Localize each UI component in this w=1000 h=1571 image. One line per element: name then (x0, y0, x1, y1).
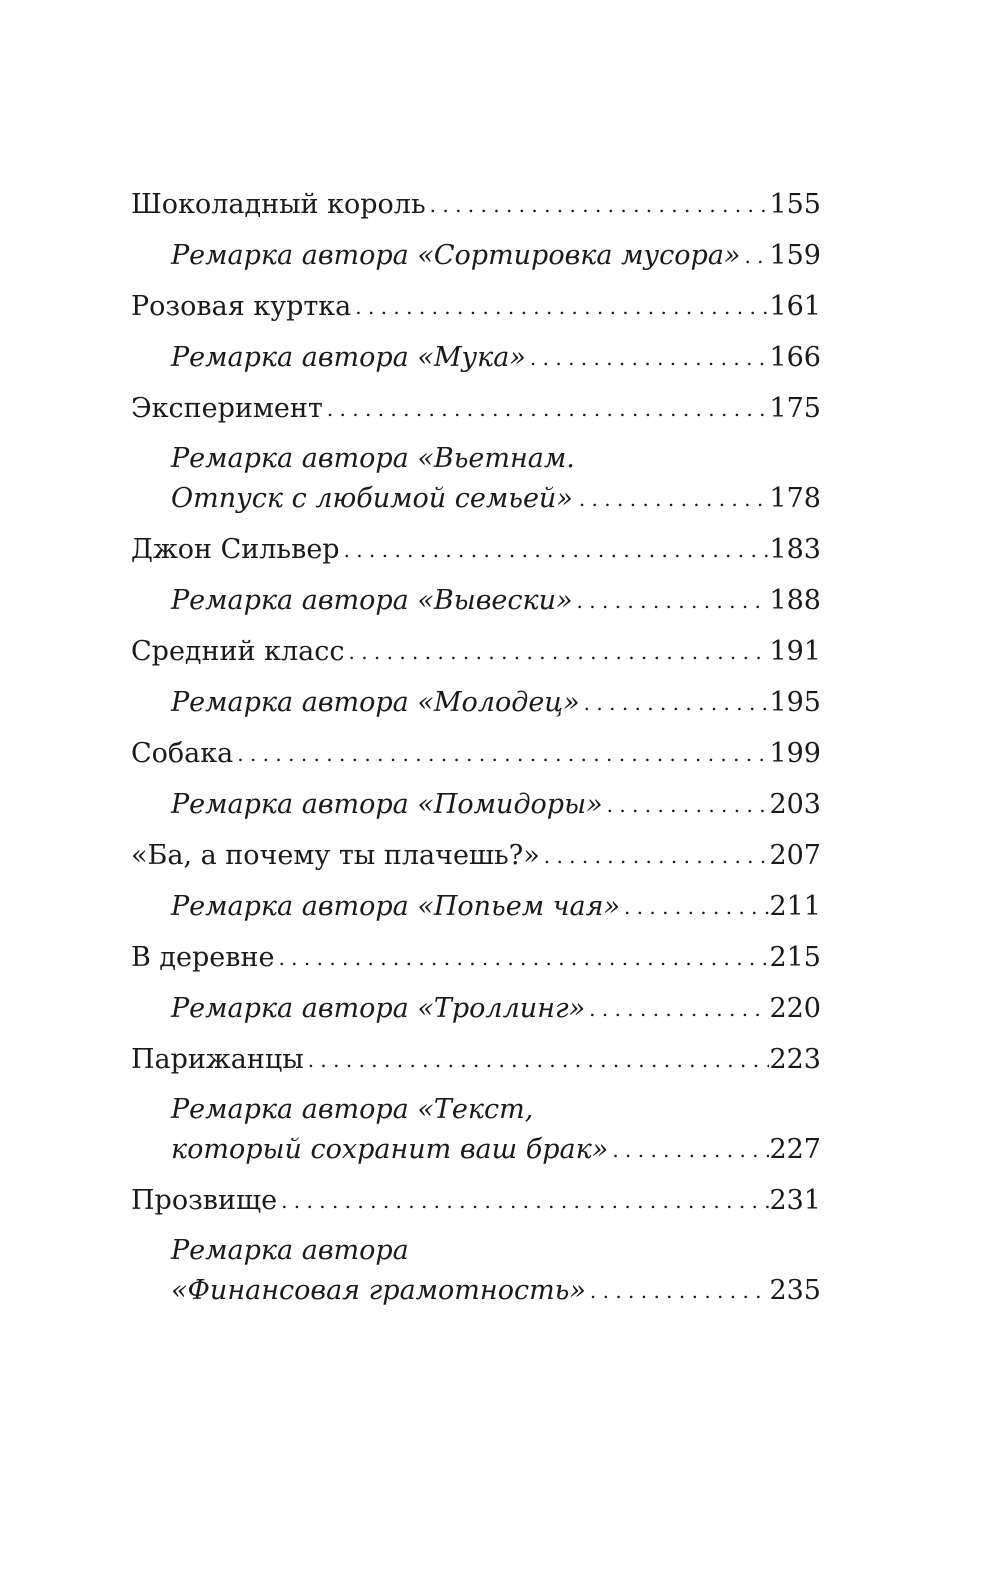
toc-entry-title-line: Ремарка автора «Помидоры» (171, 789, 603, 820)
toc-entry-title-line: Ремарка автора «Попьем чая» (171, 891, 620, 922)
toc-entry-title (171, 338, 526, 378)
toc-entry-title (171, 581, 573, 621)
toc-page-number: 178 (769, 483, 821, 514)
toc-entry-title (131, 632, 344, 672)
toc-page-number: 188 (769, 585, 821, 616)
toc-entry-title-line: который сохранит ваш брак» (171, 1134, 609, 1165)
toc-dot-leader (344, 631, 769, 672)
toc-dot-leader (580, 682, 770, 723)
toc-entry-title-line: Ремарка автора «Вывески» (171, 585, 573, 616)
toc-entry-title (131, 836, 540, 876)
toc-entry-title-line: Ремарка автора «Мука» (171, 342, 526, 373)
toc-entry-title (131, 938, 274, 978)
toc-entry-title-line: Парижанцы (131, 1044, 304, 1075)
toc-page-number: 223 (769, 1044, 821, 1075)
toc-page-number: 203 (769, 789, 821, 820)
toc-dot-leader (233, 733, 769, 774)
toc-page-number: 231 (769, 1185, 821, 1216)
toc-dot-leader (340, 529, 770, 570)
toc-page-number: 207 (769, 840, 821, 871)
toc-page-number: 211 (769, 891, 821, 922)
toc-entry-title-line: Отпуск с любимой семьей» (171, 483, 573, 514)
toc-chapter-entry[interactable] (131, 1039, 821, 1080)
toc-entry-title (131, 1040, 304, 1080)
toc-page-number: 235 (769, 1275, 821, 1306)
toc-entry-title-line: Розовая куртка (131, 291, 352, 322)
toc-dot-leader (608, 1129, 769, 1170)
toc-chapter-entry[interactable] (131, 286, 821, 327)
toc-entry-title-line: Эксперимент (131, 393, 323, 424)
toc-entry-title (131, 185, 426, 225)
toc-chapter-entry[interactable] (131, 184, 821, 225)
toc-remark-entry[interactable] (131, 1090, 821, 1170)
toc-entry-title-line: Ремарка автора «Молодец» (171, 687, 580, 718)
toc-page-number: 159 (769, 240, 821, 271)
toc-entry-title (171, 683, 580, 723)
toc-chapter-entry[interactable] (131, 835, 821, 876)
toc-remark-entry[interactable] (131, 886, 821, 927)
toc-page-number: 155 (769, 189, 821, 220)
toc-remark-entry[interactable] (131, 337, 821, 378)
toc-entry-title (171, 785, 603, 825)
toc-entry-title (131, 1181, 277, 1221)
toc-page-number: 215 (769, 942, 821, 973)
toc-page-number: 166 (769, 342, 821, 373)
toc-entry-title (171, 1090, 608, 1170)
toc-dot-leader (351, 286, 769, 327)
toc-page-number: 227 (769, 1134, 821, 1165)
toc-entry-title-line: В деревне (131, 942, 275, 973)
toc-entry-title-line: «Финансовая грамотность» (171, 1275, 586, 1306)
toc-entry-title (171, 1231, 586, 1311)
toc-chapter-entry[interactable] (131, 388, 821, 429)
toc-entry-title-line: Шоколадный король (131, 189, 426, 220)
toc-dot-leader (540, 835, 770, 876)
toc-chapter-entry[interactable] (131, 733, 821, 774)
toc-entry-title (171, 236, 740, 276)
toc-entry-title (131, 734, 233, 774)
toc-page-number: 175 (769, 393, 821, 424)
toc-remark-entry[interactable] (131, 682, 821, 723)
toc-entry-title (131, 287, 351, 327)
toc-page-number: 220 (769, 993, 821, 1024)
toc-entry-title (171, 439, 575, 519)
toc-page-number: 183 (769, 534, 821, 565)
toc-entry-title-line: Ремарка автора «Троллинг» (171, 993, 586, 1024)
toc-dot-leader (426, 184, 770, 225)
toc-entry-title-line: Прозвище (131, 1185, 278, 1216)
toc-dot-leader (585, 988, 769, 1029)
toc-entry-title-line: Средний класс (131, 636, 345, 667)
toc-chapter-entry[interactable] (131, 529, 821, 570)
toc-remark-entry[interactable] (131, 784, 821, 825)
toc-remark-entry[interactable] (131, 439, 821, 519)
toc-entry-title-line: Ремарка автора «Сортировка мусора» (171, 240, 741, 271)
toc-entry-title (131, 389, 323, 429)
toc-dot-leader (526, 337, 770, 378)
toc-entry-title (131, 530, 340, 570)
toc-dot-leader (740, 235, 769, 276)
toc-entry-title-line: Собака (131, 738, 234, 769)
toc-dot-leader (274, 937, 769, 978)
toc-dot-leader (586, 1270, 770, 1311)
toc-chapter-entry[interactable] (131, 937, 821, 978)
toc-chapter-entry[interactable] (131, 1180, 821, 1221)
toc-entry-title (171, 887, 620, 927)
toc-dot-leader (620, 886, 769, 927)
toc-entry-title-line: Ремарка автора «Вьетнам. (171, 443, 575, 474)
toc-remark-entry[interactable] (131, 235, 821, 276)
toc-entry-title (171, 989, 585, 1029)
toc-entry-title-line: Ремарка автора (171, 1235, 409, 1266)
toc-page-number: 195 (769, 687, 821, 718)
toc-remark-entry[interactable] (131, 988, 821, 1029)
toc-dot-leader (603, 784, 770, 825)
toc-entry-title-line: Джон Сильвер (131, 534, 340, 565)
toc-entry-title-line: Ремарка автора «Текст, (171, 1094, 534, 1125)
toc-dot-leader (573, 580, 770, 621)
toc-remark-entry[interactable] (131, 580, 821, 621)
toc-page-number: 161 (769, 291, 821, 322)
toc-entry-title-line: «Ба, а почему ты плачешь?» (131, 840, 540, 871)
toc-page-number: 191 (769, 636, 821, 667)
toc-dot-leader (575, 478, 770, 519)
toc-dot-leader (277, 1180, 769, 1221)
toc-dot-leader (323, 388, 770, 429)
toc-chapter-entry[interactable] (131, 631, 821, 672)
toc-dot-leader (304, 1039, 770, 1080)
toc-remark-entry[interactable] (131, 1231, 821, 1311)
toc-page-number: 199 (769, 738, 821, 769)
table-of-contents (131, 184, 821, 1311)
